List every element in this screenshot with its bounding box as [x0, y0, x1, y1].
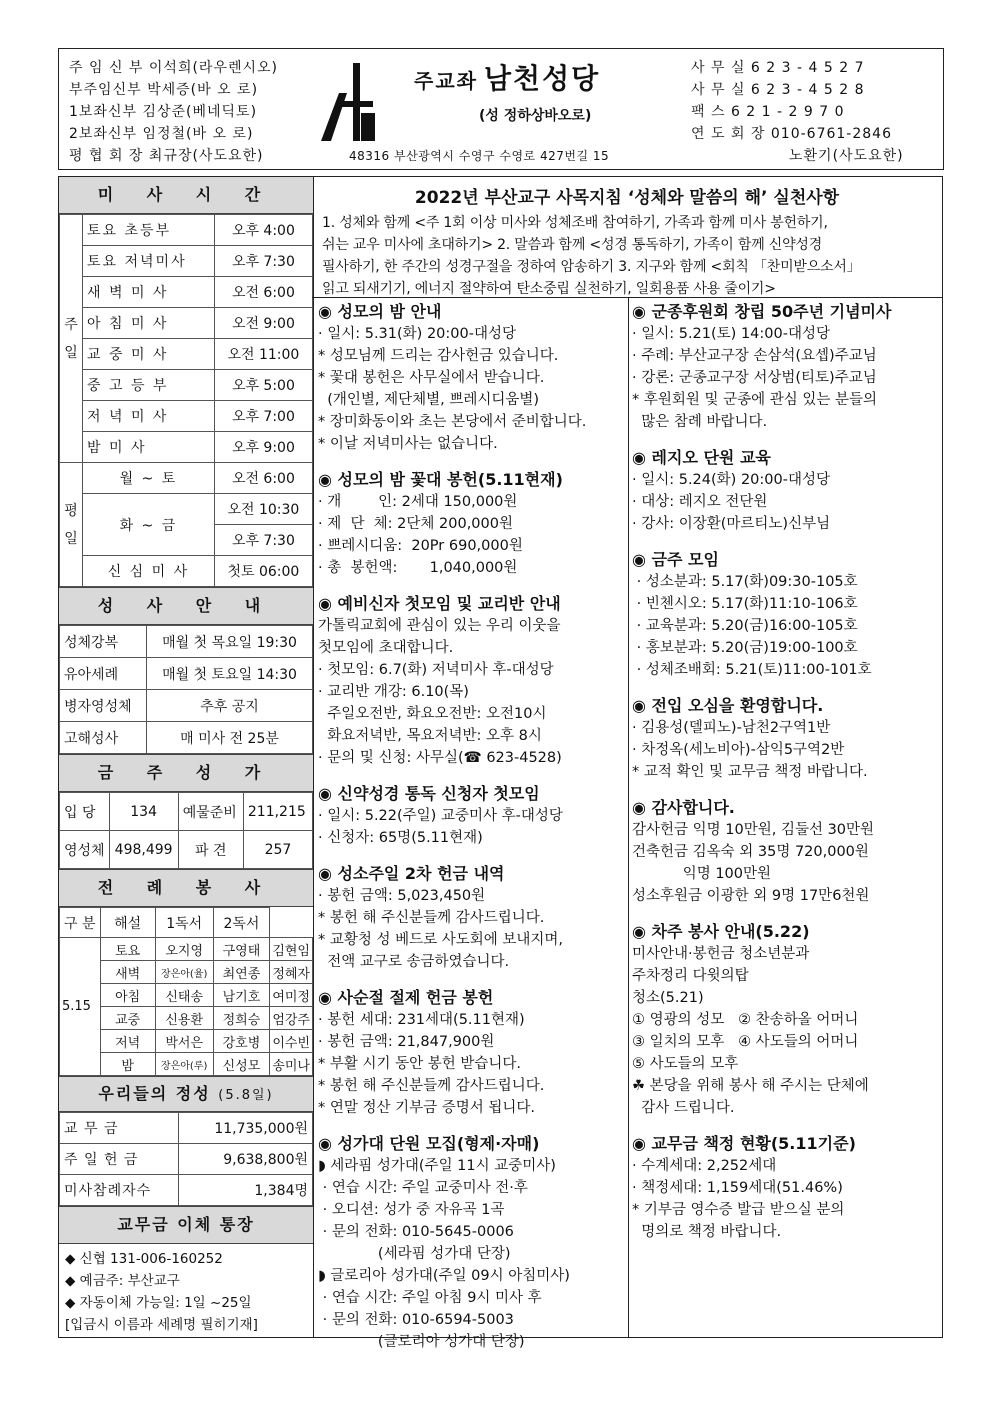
notice-line: · 교육분과: 5.20(금)16:00-105호: [632, 618, 858, 634]
liturgy-cell: 강호병: [213, 1030, 270, 1053]
liturgy-cell: 토요: [100, 938, 155, 961]
account-info: [59, 1244, 313, 1340]
mass-name: 밤 미 사: [83, 432, 215, 463]
clergy-line: 2보좌신부 임정철(바 오 로): [69, 126, 254, 142]
notice-line: * 부활 시기 동안 봉헌 받습니다.: [318, 1056, 521, 1072]
liturgy-cell: 박서은: [155, 1030, 213, 1053]
notice-line: ① 영광의 성모 ② 찬송하올 어머니: [632, 1012, 859, 1028]
sacrament-name: 고해성사: [60, 722, 147, 754]
mass-times-title: 미 사 시 간: [59, 177, 313, 214]
notice-line: * 교적 확인 및 교무금 책정 바랍니다.: [632, 764, 868, 780]
clergy-line: 주 임 신 부 이석희(라우렌시오): [69, 60, 279, 76]
contact-line: 노환기(사도요한): [789, 148, 904, 164]
notice-line: 미사안내·봉헌금 청소년분과: [632, 946, 810, 962]
notice-line: · 오디션: 성가 중 자유곡 1곡: [318, 1202, 505, 1218]
notice-line: · 총 봉헌액: 1,040,000원: [318, 560, 518, 576]
mass-name: 중 고 등 부: [83, 370, 215, 401]
notice-line: · 연습 시간: 주일 아침 9시 미사 후: [318, 1290, 542, 1306]
patron-saint: (성 정하상바오로): [479, 108, 592, 124]
parish-logo: [317, 63, 377, 143]
notice-line: · 강사: 이장환(마르티노)신부님: [632, 516, 831, 532]
notice-line: 청소(5.21): [632, 990, 704, 1006]
clergy-line: 부주임신부 박세증(바 오 로): [69, 82, 259, 98]
notice-line: · 연습 시간: 주일 교중미사 전·후: [318, 1180, 528, 1196]
liturgy-cell: 오지영: [155, 938, 213, 961]
liturgy-date: 5.15: [60, 938, 101, 1076]
notice-line: · 봉헌 금액: 21,847,900원: [318, 1034, 495, 1050]
clergy-line: 평 협 회 장 최규장(사도요한): [69, 148, 264, 164]
notice-line: · 봉헌 세대: 231세대(5.11현재): [318, 1012, 525, 1028]
mass-times-table: [59, 214, 313, 587]
liturgy-cell: 저녁: [100, 1030, 155, 1053]
liturgy-cell: 장은아(루): [155, 1053, 213, 1076]
notice-line: 주일오전반, 화요오전반: 오전10시: [318, 706, 547, 722]
notice-line: · 차정옥(세노비아)-삼익5구역2반: [632, 742, 845, 758]
notice-line: ⑤ 사도들의 모후: [632, 1056, 739, 1072]
notice-line: · 문의 전화: 010-5645-0006: [318, 1224, 514, 1240]
notice-line: * 교황청 성 베드로 사도회에 보내지며,: [318, 932, 564, 948]
notice-line: ☘ 본당을 위해 봉사 해 주시는 단체에: [632, 1078, 869, 1094]
notice-line: · 쁘레시디움: 20Pr 690,000원: [318, 538, 523, 554]
notice-line: 전액 교구로 송금하였습니다.: [318, 954, 510, 970]
mass-name: 토요 저녁미사: [83, 246, 215, 277]
mass-time: 오전 6:00: [214, 463, 312, 494]
notice-line: 주차정리 다윗의탑: [632, 968, 749, 984]
sacrament-schedule: 매월 첫 목요일 19:30: [147, 626, 313, 658]
mass-time: 오전 11:00: [214, 339, 312, 370]
sacrament-name: 유아세례: [60, 658, 147, 690]
liturgy-cell: 아침: [100, 984, 155, 1007]
mass-name: 신 심 미 사: [83, 556, 215, 587]
notice-line: · 빈첸시오: 5.17(화)11:10-106호: [632, 596, 858, 612]
mass-name: 화 ~ 금: [83, 494, 215, 556]
mass-time: 오후 4:00: [214, 215, 312, 246]
liturgy-cell: 밤: [100, 1053, 155, 1076]
notices-right-column: [632, 301, 938, 1243]
main-content: [312, 176, 943, 1350]
notice-line: ◗ 세라핌 성가대(주일 11시 교중미사): [318, 1158, 556, 1174]
notice-title: ◉ 금주 모임: [632, 550, 719, 569]
liturgy-cell: 교중: [100, 1007, 155, 1030]
notice-line: · 일시: 5.22(주일) 교중미사 후-대성당: [318, 808, 563, 824]
hymn-number: 498,499: [109, 831, 178, 869]
hymns-title: 금 주 성 가: [59, 754, 313, 792]
mass-name: 교 중 미 사: [83, 339, 215, 370]
parish-title: 주교좌 남천성당: [414, 62, 601, 95]
notice-line: * 이날 저녁미사는 없습니다.: [318, 436, 498, 452]
notice-line: * 성모님께 드리는 감사헌금 있습니다.: [318, 348, 559, 364]
account-line: ◆ 자동이체 가능일: 1일 ~25일: [65, 1295, 252, 1311]
sacrament-name: 성체강복: [60, 626, 147, 658]
notice-line: 첫모임에 초대합니다.: [318, 640, 454, 656]
mass-time: 오전 10:30: [214, 494, 312, 525]
notice-line: · 김용성(델피노)-남천2구역1반: [632, 720, 831, 736]
parish-address: 48316 부산광역시 수영구 수영로 427번길 15: [349, 149, 610, 163]
notice-line: (세라핌 성가대 단장): [318, 1246, 511, 1262]
notice-line: 감사 드립니다.: [632, 1100, 735, 1116]
notice-line: ③ 일치의 모후 ④ 사도들의 어머니: [632, 1034, 859, 1050]
contact-line: 연 도 회 장 010-6761-2846: [691, 126, 892, 142]
sacrament-schedule: 매월 첫 토요일 14:30: [147, 658, 313, 690]
liturgy-cell: 엄강주: [270, 1007, 313, 1030]
account-line: ◆ 예금주: 부산교구: [65, 1273, 180, 1289]
account-line: ◆ 신협 131-006-160252: [65, 1251, 223, 1267]
banner-line: 읽고 되새기기, 에너지 절약하여 탄소중립 실천하기, 일회용품 사용 줄이기>: [322, 281, 776, 297]
contact-line: 팩 스 6 2 1 - 2 9 7 0: [691, 104, 845, 120]
hymn-label: 파 견: [178, 831, 243, 869]
notice-line: · 개 인: 2세대 150,000원: [318, 494, 518, 510]
sacrament-schedule: 매 미사 전 25분: [147, 722, 313, 754]
notice-title: ◉ 전입 오심을 환영합니다.: [632, 696, 824, 715]
contact-line: 사 무 실 6 2 3 - 4 5 2 8: [691, 82, 865, 98]
offering-name: 교 무 금: [60, 1113, 179, 1144]
notice-line: 성소후원금 이광한 외 9명 17만6천원: [632, 888, 870, 904]
liturgy-header: 구 분: [60, 908, 101, 938]
notice-title: ◉ 성모의 밤 꽃대 봉헌(5.11현재): [318, 470, 563, 489]
hymn-number: 257: [243, 831, 312, 869]
notice-line: (글로리아 성가대 단장): [318, 1334, 525, 1350]
notice-line: · 일시: 5.21(토) 14:00-대성당: [632, 326, 830, 342]
notice-title: ◉ 감사합니다.: [632, 798, 735, 817]
notice-title: ◉ 예비신자 첫모임 및 교리반 안내: [318, 594, 561, 613]
liturgy-cell: 김현임: [270, 938, 313, 961]
notice-line: · 성소분과: 5.17(화)09:30-105호: [632, 574, 858, 590]
contact-line: 사 무 실 6 2 3 - 4 5 2 7: [691, 60, 865, 76]
mass-name: 토요 초등부: [83, 215, 215, 246]
banner-title: 2022년 부산교구 사목지침 ‘성체와 말씀의 해’ 실천사항: [414, 188, 840, 208]
liturgy-header: 1독서: [155, 908, 213, 938]
notice-title: ◉ 사순절 절제 헌금 봉헌: [318, 988, 494, 1007]
notice-line: · 홍보분과: 5.20(금)19:00-100호: [632, 640, 858, 656]
notice-title: ◉ 성모의 밤 안내: [318, 302, 442, 321]
notice-line: ◗ 글로리아 성가대(주일 09시 아침미사): [318, 1268, 570, 1284]
sacrament-name: 병자영성체: [60, 690, 147, 722]
notice-line: · 봉헌 금액: 5,023,450원: [318, 888, 486, 904]
notice-line: * 봉헌 해 주신분들께 감사드립니다.: [318, 910, 545, 926]
notice-line: (개인별, 제단체별, 쁘레시디움별): [318, 392, 540, 408]
notice-line: 화요저녁반, 목요저녁반: 오후 8시: [318, 728, 542, 744]
notice-line: · 대상: 레지오 전단원: [632, 494, 768, 510]
notice-line: * 연말 정산 기부금 증명서 됩니다.: [318, 1100, 535, 1116]
notice-line: 명의로 책정 바랍니다.: [632, 1224, 782, 1240]
liturgy-cell: 여미정: [270, 984, 313, 1007]
mass-name: 아 침 미 사: [83, 308, 215, 339]
notice-title: ◉ 성소주일 2차 헌금 내역: [318, 864, 505, 883]
notices-left-column: [318, 301, 626, 1353]
sacrament-schedule: 추후 공지: [147, 690, 313, 722]
notice-line: * 기부금 영수증 발급 받으실 분의: [632, 1202, 845, 1218]
notice-line: · 강론: 군종교구장 서상범(티토)주교님: [632, 370, 877, 386]
notice-line: · 문의 전화: 010-6594-5003: [318, 1312, 514, 1328]
mass-time: 오전 6:00: [214, 277, 312, 308]
notice-line: 익명 100만원: [632, 866, 772, 882]
liturgy-cell: 송미나: [270, 1053, 313, 1076]
offering-title: 우리들의 정성 (5.8일): [59, 1076, 313, 1112]
liturgy-cell: 최연종: [213, 961, 270, 984]
mass-time: 오전 9:00: [214, 308, 312, 339]
notice-title: ◉ 차주 봉사 안내(5.22): [632, 922, 810, 941]
notice-title: ◉ 군종후원회 창립 50주년 기념미사: [632, 302, 892, 321]
mass-time: 오후 7:30: [214, 525, 312, 556]
banner-line: 쉬는 교우 미사에 초대하기> 2. 말씀과 함께 <성경 통독하기, 가족이 함께 신약성경: [322, 237, 823, 253]
liturgy-cell: 정혜자: [270, 961, 313, 984]
notice-line: · 일시: 5.31(화) 20:00-대성당: [318, 326, 516, 342]
notice-line: · 신청자: 65명(5.11현재): [318, 830, 483, 846]
sunday-label: 주일: [60, 215, 83, 463]
sacraments-title: 성 사 안 내: [59, 587, 313, 625]
liturgy-cell: 정희승: [213, 1007, 270, 1030]
notice-line: · 주례: 부산교구장 손삼석(요셉)주교님: [632, 348, 877, 364]
notice-line: * 후원회원 및 군종에 관심 있는 분들의: [632, 392, 878, 408]
notice-line: · 문의 및 신청: 사무실(☎ 623-4528): [318, 750, 562, 766]
hymn-number: 211,215: [243, 793, 312, 831]
liturgy-cell: 장은아(율): [155, 961, 213, 984]
liturgy-table: [59, 907, 313, 1076]
liturgy-cell: 구영태: [213, 938, 270, 961]
mass-time: 오후 9:00: [214, 432, 312, 463]
notice-line: * 꽃대 봉헌은 사무실에서 받습니다.: [318, 370, 545, 386]
account-line: [입금시 이름과 세례명 필히기재]: [65, 1317, 258, 1333]
notice-line: * 봉헌 해 주신분들께 감사드립니다.: [318, 1078, 545, 1094]
notice-line: · 책정세대: 1,159세대(51.46%): [632, 1180, 843, 1196]
banner-line: 필사하기, 한 주간의 성경구절을 정하여 암송하기 3. 지구와 함께 <회칙 「찬미받으소서」: [322, 259, 861, 275]
offering-name: 주 일 헌 금: [60, 1144, 179, 1175]
notice-line: · 일시: 5.24(화) 20:00-대성당: [632, 472, 830, 488]
account-title: 교무금 이체 통장: [59, 1206, 313, 1244]
liturgy-header: 2독서: [213, 908, 270, 938]
weekday-label: 평일: [60, 463, 83, 587]
left-sidebar: [58, 176, 314, 1338]
mass-time: 오후 7:30: [214, 246, 312, 277]
notice-line: · 첫모임: 6.7(화) 저녁미사 후-대성당: [318, 662, 554, 678]
offering-value: 9,638,800원: [179, 1144, 313, 1175]
notice-line: 가톨릭교회에 관심이 있는 우리 이웃을: [318, 618, 561, 634]
clergy-line: 1보좌신부 김상준(베네딕토): [69, 104, 258, 120]
mass-name: 저 녁 미 사: [83, 401, 215, 432]
offering-value: 11,735,000원: [179, 1113, 313, 1144]
liturgy-cell: 남기호: [213, 984, 270, 1007]
notice-line: · 제 단 체: 2단체 200,000원: [318, 516, 513, 532]
notice-title: ◉ 교무금 책정 현황(5.11기준): [632, 1134, 856, 1153]
notice-title: ◉ 신약성경 통독 신청자 첫모임: [318, 784, 540, 803]
mass-time: 오후 5:00: [214, 370, 312, 401]
notice-line: 많은 참례 바랍니다.: [632, 414, 768, 430]
banner-line: 1. 성체와 함께 <주 1회 이상 미사와 성체조배 참여하기, 가족과 함께 미사 봉헌하기,: [322, 215, 828, 231]
offering-name: 미사참례자수: [60, 1175, 179, 1206]
notice-line: 건축헌금 김옥숙 외 35명 720,000원: [632, 844, 869, 860]
liturgy-cell: 신용환: [155, 1007, 213, 1030]
notice-line: · 교리반 개강: 6.10(목): [318, 684, 469, 700]
liturgy-cell: 새벽: [100, 961, 155, 984]
notice-title: ◉ 성가대 단원 모집(형제·자매): [318, 1134, 540, 1153]
notice-line: · 성체조배회: 5.21(토)11:00-101호: [632, 662, 872, 678]
banner-body: [312, 208, 942, 304]
liturgy-cell: 신태송: [155, 984, 213, 1007]
liturgy-header: 해설: [100, 908, 155, 938]
hymn-label: 예물준비: [178, 793, 243, 831]
hymn-number: 134: [109, 793, 178, 831]
mass-time: 오후 7:00: [214, 401, 312, 432]
offering-table: [59, 1112, 313, 1206]
offering-value: 1,384명: [179, 1175, 313, 1206]
liturgy-title: 전 례 봉 사: [59, 869, 313, 907]
mass-time: 첫토 06:00: [214, 556, 312, 587]
liturgy-cell: 이수빈: [270, 1030, 313, 1053]
notice-title: ◉ 레지오 단원 교육: [632, 448, 771, 467]
sacraments-table: [59, 625, 313, 754]
notice-line: 감사헌금 익명 10만원, 김둘선 30만원: [632, 822, 875, 838]
notice-line: * 장미화동이와 초는 본당에서 준비합니다.: [318, 414, 587, 430]
hymn-label: 입 당: [60, 793, 110, 831]
hymns-table: [59, 792, 313, 869]
masthead: [58, 48, 944, 170]
notice-line: · 수계세대: 2,252세대: [632, 1158, 777, 1174]
mass-name: 월 ~ 토: [83, 463, 215, 494]
mass-name: 새 벽 미 사: [83, 277, 215, 308]
pastoral-guideline-banner: [312, 177, 942, 298]
hymn-label: 영성체: [60, 831, 110, 869]
liturgy-cell: 신성모: [213, 1053, 270, 1076]
